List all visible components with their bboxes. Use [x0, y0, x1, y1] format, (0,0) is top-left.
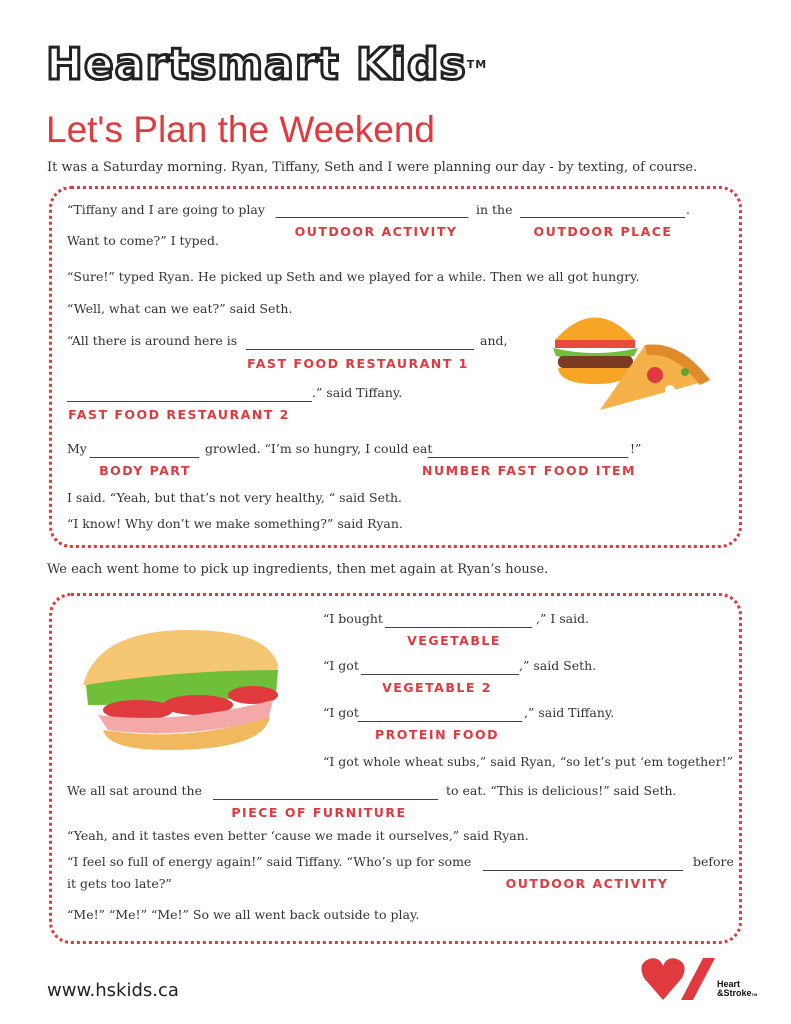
text: “Yeah, and it tastes even better ‘cause we made it ourselves,” said Ryan. — [67, 828, 529, 843]
middle-text: We each went home to pick up ingredients, then met again at Ryan’s house. — [47, 562, 549, 577]
blank-vegetable-2[interactable] — [361, 660, 519, 675]
text: to eat. “This is delicious!” said Seth. — [446, 783, 677, 798]
blank-outdoor-place[interactable] — [520, 203, 685, 218]
label-outdoor-activity: OUTDOOR ACTIVITY — [294, 224, 458, 239]
text: “Me!” “Me!” “Me!” So we all went back outside to play. — [67, 907, 420, 922]
text: I said. “Yeah, but that’s not very healthy, “ said Seth. — [67, 490, 403, 505]
text: “I know! Why don’t we make something?” said Ryan. — [67, 516, 403, 531]
heartsmart-kids-logo — [46, 40, 487, 90]
blank-body-part[interactable] — [90, 443, 199, 458]
text: “Well, what can we eat?” said Seth. — [67, 301, 293, 316]
label-protein: PROTEIN FOOD — [374, 727, 500, 742]
heart-and-stroke-wordmark — [717, 980, 757, 999]
label-body-part: BODY PART — [99, 463, 191, 478]
text: .” said Tiffany. — [312, 385, 403, 400]
blank-outdoor-activity-2[interactable] — [483, 856, 683, 871]
text: ,” I said. — [536, 611, 590, 626]
text: My — [67, 441, 87, 456]
text: “I got — [323, 658, 359, 673]
text: “I feel so full of energy again!” said Tiffany. “Who’s up for some — [67, 854, 472, 869]
label-outdoor-activity-2: OUTDOOR ACTIVITY — [505, 876, 669, 891]
text: “I got whole wheat subs,” said Ryan, “so let’s put ‘em together!” — [323, 754, 733, 769]
trademark: TM — [466, 58, 488, 71]
website-url[interactable]: www.hskids.ca — [47, 980, 179, 1001]
text: . — [686, 202, 690, 217]
sub-sandwich-illustration — [78, 625, 284, 755]
text: We all sat around the — [67, 783, 202, 798]
label-outdoor-place: OUTDOOR PLACE — [533, 224, 673, 239]
text: “I got — [323, 705, 359, 720]
blank-outdoor-activity[interactable] — [276, 203, 468, 218]
text: in the — [476, 202, 513, 217]
label-furniture: PIECE OF FURNITURE — [231, 805, 407, 820]
text: “Sure!” typed Ryan. He picked up Seth and we played for a while. Then we all got hungry. — [67, 269, 640, 284]
heart-and-stroke-logo-icon — [641, 956, 717, 1002]
text: !” — [630, 441, 642, 456]
label-vegetable-2: VEGETABLE 2 — [382, 680, 492, 695]
logo-text: Heartsmart Kids — [46, 39, 467, 90]
brand-tm: TM — [751, 992, 758, 997]
blank-vegetable[interactable] — [385, 613, 532, 628]
page-title: Let's Plan the Weekend — [46, 109, 435, 150]
text: growled. “I’m so hungry, I could eat — [205, 441, 433, 456]
text: ,” said Tiffany. — [524, 705, 615, 720]
intro-text: It was a Saturday morning. Ryan, Tiffany, Seth and I were planning our day - by texting, of course. — [47, 160, 698, 175]
text: before — [693, 854, 734, 869]
brand-line-1: Heart — [717, 979, 741, 989]
text: “Tiffany and I are going to play — [67, 202, 265, 217]
blank-protein[interactable] — [358, 707, 522, 722]
blank-fast-food-2[interactable] — [67, 387, 312, 402]
label-number-food: NUMBER FAST FOOD ITEM — [422, 463, 636, 478]
label-fast-food-1: FAST FOOD RESTAURANT 1 — [247, 356, 469, 371]
brand-line-2: &Stroke — [717, 988, 752, 998]
blank-furniture[interactable] — [213, 785, 438, 800]
text: and, — [480, 333, 508, 348]
text: “All there is around here is — [67, 333, 238, 348]
blank-number-food[interactable] — [428, 443, 628, 458]
text: Want to come?” I typed. — [67, 233, 219, 248]
label-vegetable: VEGETABLE — [407, 633, 501, 648]
blank-fast-food-1[interactable] — [246, 335, 474, 350]
text: it gets too late?” — [67, 876, 172, 891]
text: ,” said Seth. — [519, 658, 597, 673]
burger-pizza-illustration — [550, 300, 720, 430]
text: “I bought — [323, 611, 383, 626]
label-fast-food-2: FAST FOOD RESTAURANT 2 — [68, 407, 290, 422]
